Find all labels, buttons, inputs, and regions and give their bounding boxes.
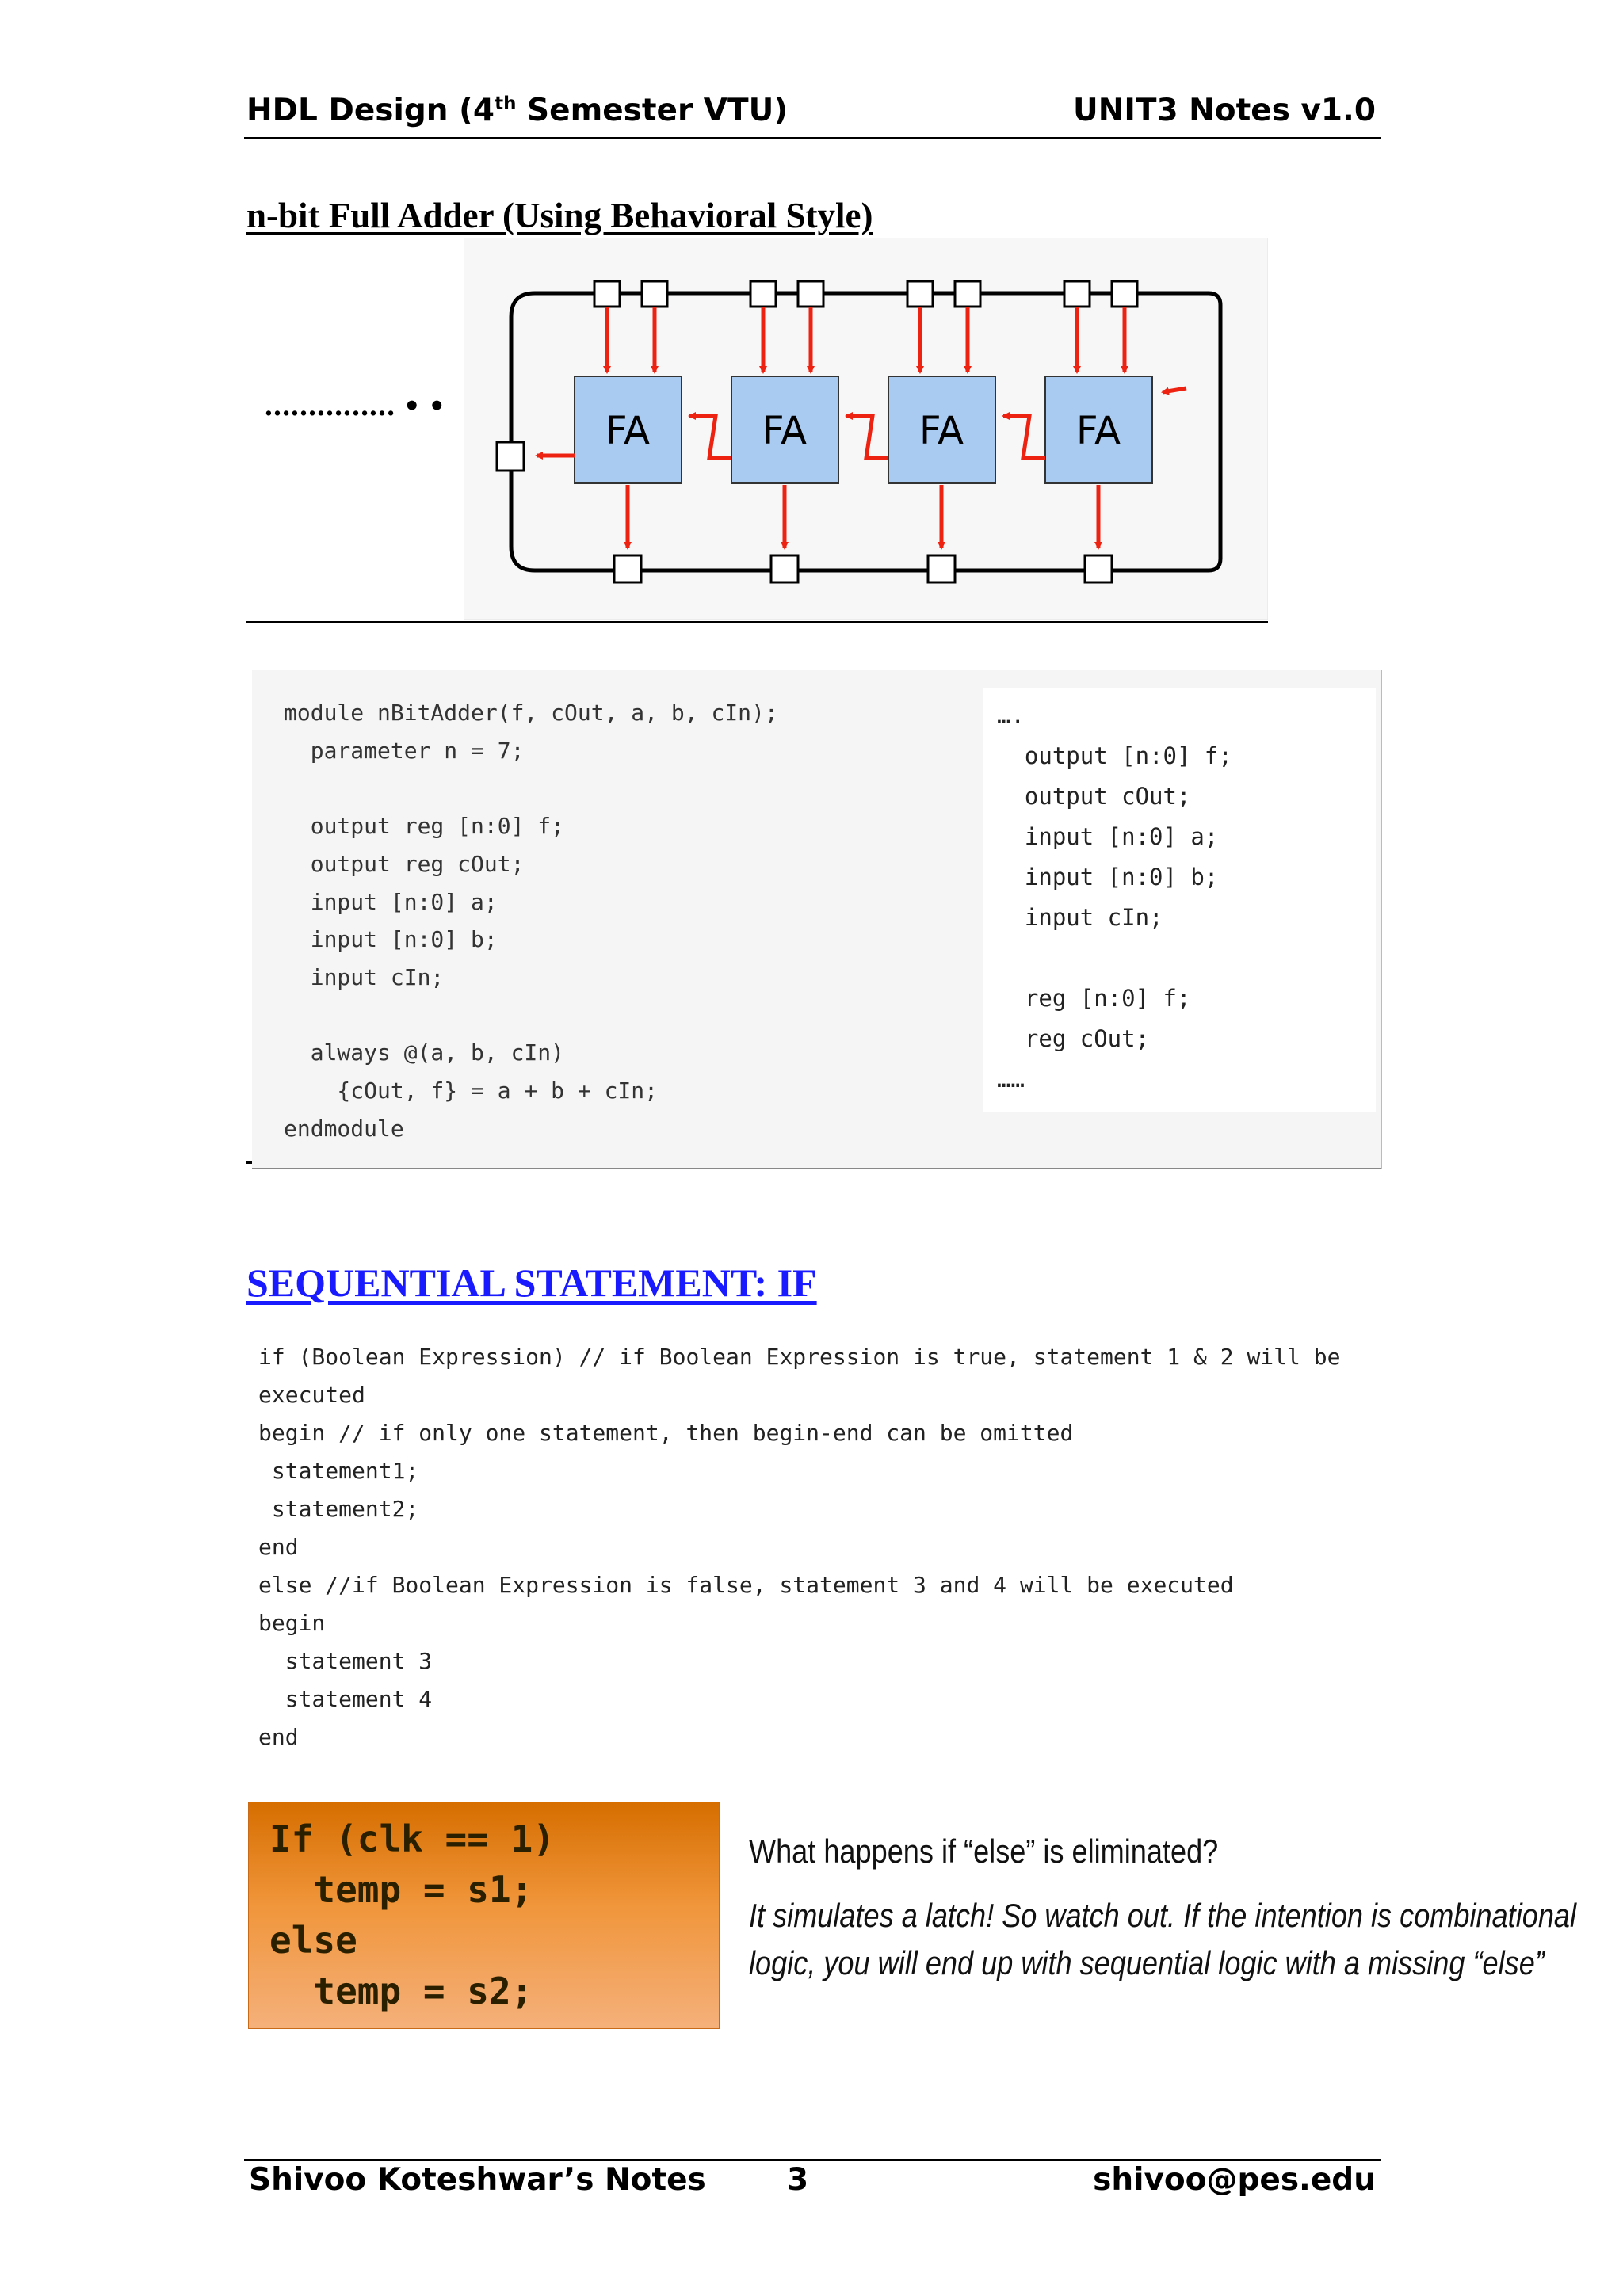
- adder-diagram: [464, 238, 1268, 620]
- header-rule: [244, 137, 1381, 139]
- header-unit: UNIT3 Notes v1.0: [1073, 93, 1376, 128]
- fa-cell-4-label: FA: [1075, 409, 1121, 453]
- section-title-adder: n-bit Full Adder (Using Behavioral Style): [246, 196, 873, 235]
- latch-answer: It simulates a latch! So watch out. If the intention is combinational logic, you will end up with sequential logic with a missing “else”: [749, 1897, 1577, 1981]
- code-side: …. output [n:0] f; output cOut; input [n:0] a; input [n:0] b; input cIn; reg [n:0] f; reg cOut; ……: [997, 702, 1232, 1093]
- fa-cell-1: [575, 376, 682, 483]
- fa-cell-1-label: FA: [605, 409, 651, 453]
- header-title-pre: HDL Design (4: [246, 93, 495, 128]
- figure-rule: [246, 621, 1268, 623]
- fa-cell-2: [731, 376, 838, 483]
- latch-question: What happens if “else” is eliminated?: [749, 1833, 1219, 1870]
- code-main: module nBitAdder(f, cOut, a, b, cIn); parameter n = 7; output reg [n:0] f; output reg cOut; input [n:0] a; input [n:0] b; input cIn; always @(a, b, cIn) {cOut, f} = a + b + cIn; endmodule: [284, 700, 778, 1142]
- footer-rule: [244, 2159, 1381, 2161]
- fa-cell-3: [888, 376, 995, 483]
- code-panel-tick: [246, 1161, 252, 1164]
- footer-author: Shivoo Koteshwar’s Notes: [249, 2162, 706, 2198]
- fa-cell-3-label: FA: [918, 409, 964, 453]
- fa-cell-2-label: FA: [762, 409, 808, 453]
- if-example-code: If (clk == 1) temp = s1; else temp = s2;: [269, 1817, 556, 2012]
- carry-out-pin: [497, 442, 524, 471]
- page-number: 3: [787, 2162, 809, 2198]
- if-example-box: [248, 1802, 720, 2029]
- header-title: [246, 95, 788, 126]
- header-title-post: Semester VTU): [516, 93, 789, 128]
- figure-ellipsis: …………… • •: [264, 391, 445, 422]
- code-side-panel: [983, 688, 1376, 1112]
- footer-email: shivoo@pes.edu: [1093, 2162, 1376, 2198]
- code-panel: [252, 670, 1382, 1169]
- fa-cell-4: [1045, 376, 1152, 483]
- header-title-sup: th: [495, 93, 517, 114]
- section-title-if: SEQUENTIAL STATEMENT: IF: [246, 1261, 817, 1305]
- if-syntax-code: if (Boolean Expression) // if Boolean Expression is true, statement 1 & 2 will be executed begin // if only one statement, then begin-end can be omitted statement1; statement2; end else //if Boolean Expression is false, statement 3 and 4 will be executed begin statement 3 statement 4 end: [258, 1344, 1341, 1750]
